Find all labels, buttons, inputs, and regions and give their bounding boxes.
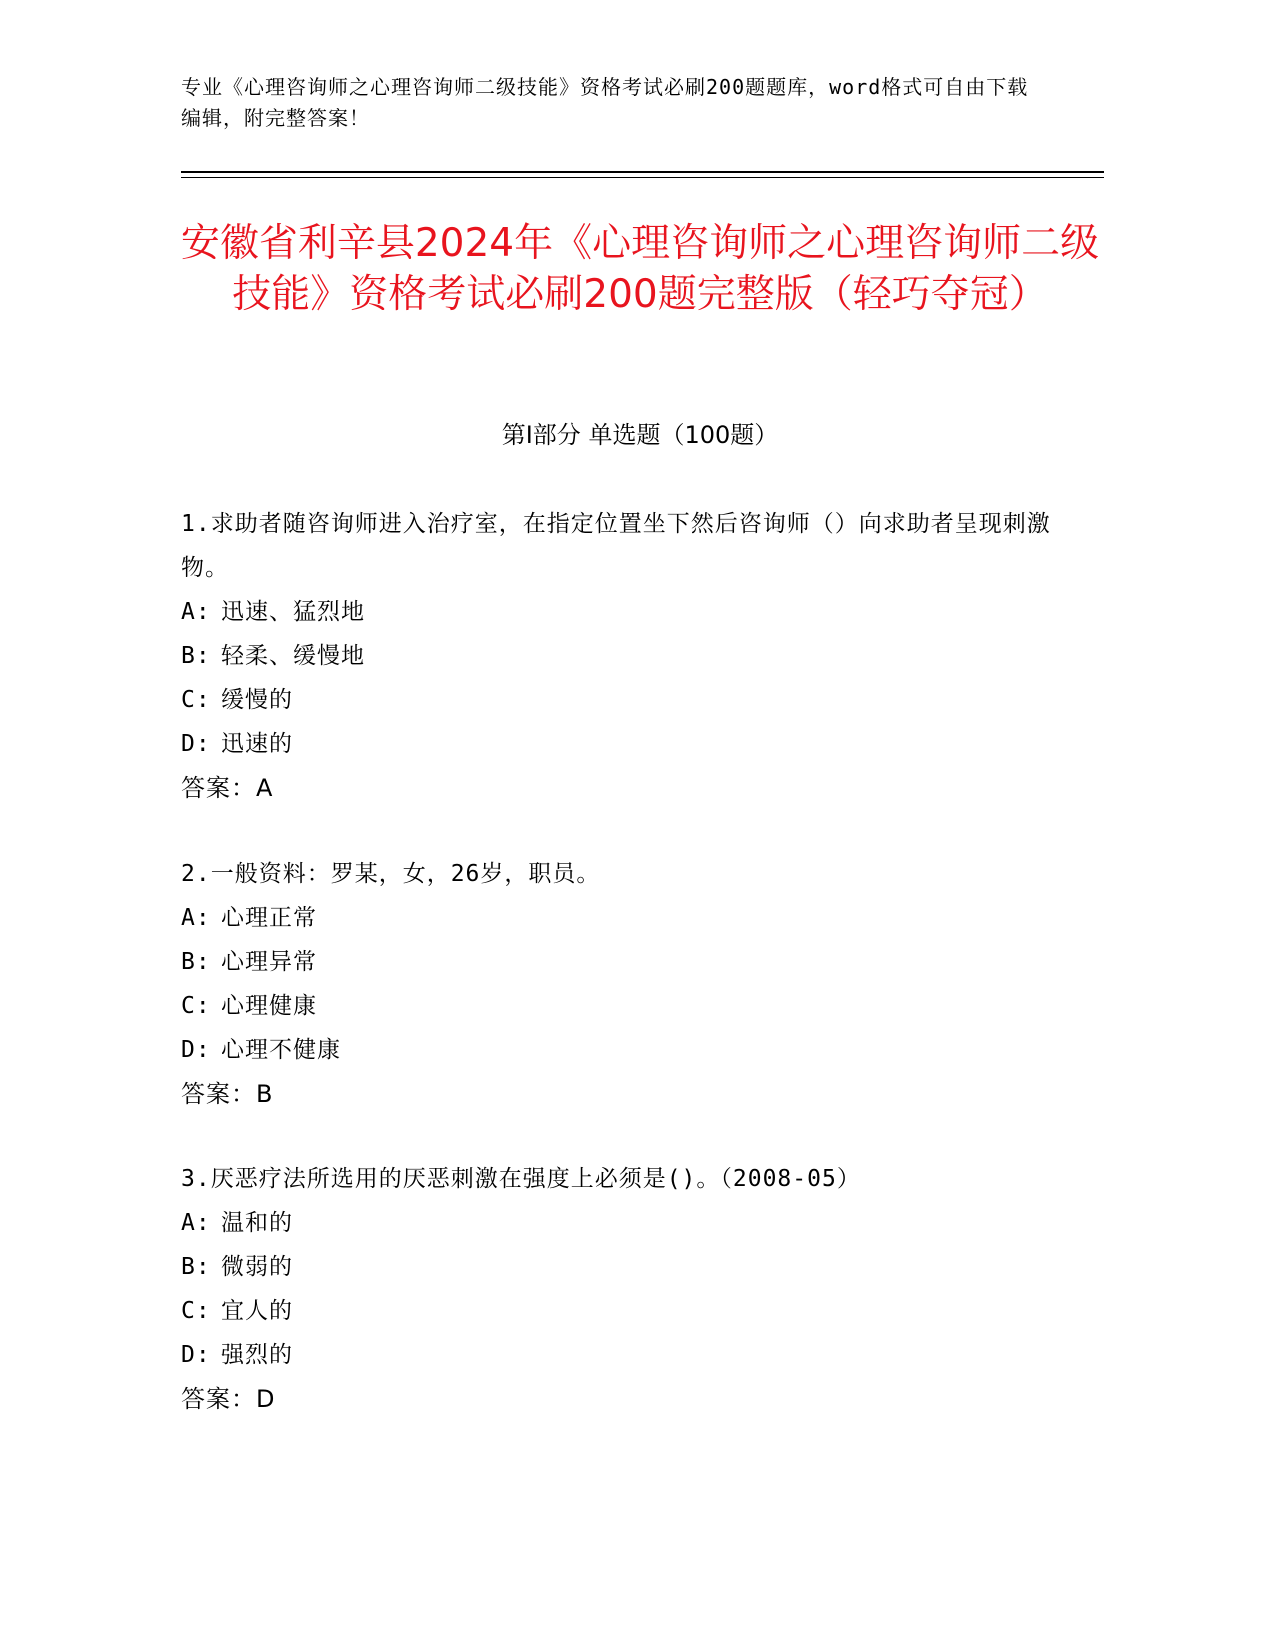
option-letter: B: <box>181 949 211 975</box>
option-text: 心理不健康 <box>221 1037 341 1063</box>
option-letter: D: <box>181 1037 211 1063</box>
header-divider-thin <box>181 177 1104 178</box>
option-text: 宜人的 <box>221 1298 293 1324</box>
option-letter: C: <box>181 687 211 713</box>
option-text: 温和的 <box>221 1210 293 1236</box>
option-c <box>181 678 1061 722</box>
answer-line: 答案：D <box>181 1385 276 1413</box>
option-letter: A: <box>181 599 211 625</box>
option-letter: D: <box>181 731 211 757</box>
option-letter: A: <box>181 905 211 931</box>
option-text: 迅速、猛烈地 <box>221 599 365 625</box>
answer-line: 答案：B <box>181 1080 274 1108</box>
question-2 <box>181 852 1061 1116</box>
option-text: 心理健康 <box>221 993 317 1019</box>
option-a <box>181 1201 1061 1245</box>
question-stem: 2.一般资料：罗某，女，26岁，职员。 <box>181 861 601 887</box>
option-text: 心理正常 <box>221 905 317 931</box>
option-letter: A: <box>181 1210 211 1236</box>
option-b <box>181 634 1061 678</box>
option-c <box>181 1289 1061 1333</box>
option-a <box>181 896 1061 940</box>
option-b <box>181 940 1061 984</box>
option-text: 迅速的 <box>221 731 293 757</box>
answer-line: 答案：A <box>181 774 274 802</box>
option-a <box>181 590 1061 634</box>
section-heading: 第I部分 单选题（100题） <box>501 421 779 449</box>
option-text: 轻柔、缓慢地 <box>221 643 365 669</box>
option-letter: B: <box>181 643 211 669</box>
option-d <box>181 1028 1061 1072</box>
header-note: 专业《心理咨询师之心理咨询师二级技能》资格考试必刷200题题库，word格式可自由下载编辑，附完整答案！ <box>181 75 1029 130</box>
question-1 <box>181 502 1061 810</box>
question-stem: 1.求助者随咨询师进入治疗室，在指定位置坐下然后咨询师（）向求助者呈现刺激物。 <box>181 511 1051 581</box>
option-d <box>181 722 1061 766</box>
option-letter: D: <box>181 1342 211 1368</box>
option-letter: B: <box>181 1254 211 1280</box>
question-3 <box>181 1157 1061 1421</box>
option-d <box>181 1333 1061 1377</box>
option-text: 心理异常 <box>221 949 317 975</box>
header-divider-thick <box>181 171 1104 173</box>
option-b <box>181 1245 1061 1289</box>
option-c <box>181 984 1061 1028</box>
document-title: 安徽省利辛县2024年《心理咨询师之心理咨询师二级技能》资格考试必刷200题完整版（轻巧夺冠） <box>180 221 1100 317</box>
option-text: 缓慢的 <box>221 687 293 713</box>
option-letter: C: <box>181 993 211 1019</box>
option-letter: C: <box>181 1298 211 1324</box>
option-text: 微弱的 <box>221 1254 293 1280</box>
question-stem: 3.厌恶疗法所选用的厌恶刺激在强度上必须是()。（2008-05） <box>181 1166 861 1192</box>
option-text: 强烈的 <box>221 1342 293 1368</box>
